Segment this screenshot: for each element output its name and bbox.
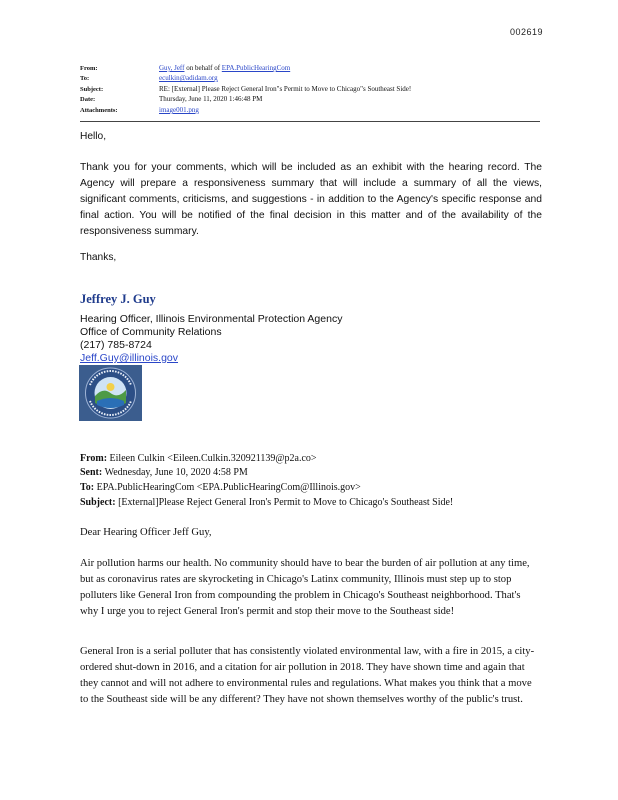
fwd-from-label: From: [80,453,108,464]
from-name-link[interactable]: Guy, Jeff [159,64,185,72]
header-divider [80,121,540,122]
from-mailbox-link[interactable]: EPA.PublicHearingCom [221,64,291,72]
to-value-link[interactable]: eculkin@adidam.org [159,74,218,82]
signature-email-link[interactable]: Jeff.Guy@illinois.gov [80,352,179,364]
fwd-sent-value: Wednesday, June 10, 2020 4:58 PM [104,467,248,478]
fwd-from-row [80,452,317,465]
fwd-sent-label: Sent: [80,467,103,478]
reply-paragraph: Thank you for your comments, which will be included as an exhibit with the hearing record. The Agency will prepare a responsiveness summary that will include a summary of all the views, significant comments, criticisms, and suggestions - in addition to the Agency's specific response and final action. You will be notified of the final decision in this matter and of the availability of the responsiveness summary. [80,162,542,237]
reply-greeting: Hello, [80,131,107,142]
from-label: From: [80,65,98,72]
fwd-subject-row [80,496,453,509]
header-date-row [80,95,540,104]
header-from-row [80,64,540,73]
fwd-subject-label: Subject: [80,497,116,508]
subject-label: Subject: [80,86,104,93]
header-to-row [80,74,540,83]
signature-title: Hearing Officer, Illinois Environmental Protection Agency [80,313,343,325]
message-paragraph-1: Air pollution harms our health. No community should have to bear the burden of air pollution at any time, but as coronavirus rates are skyrocketing in Chicago's Latinx community, Illinois must step up to stop polluters like General Iron from compounding the problem in Chicago's Southeast neighborhood. That's why I urge you to reject General Iron's permit and stop their move to the Southeast side! [80,558,530,617]
from-value [159,64,290,73]
date-value: Thursday, June 11, 2020 1:46:48 PM [159,95,263,103]
signature-phone: (217) 785-8724 [80,339,152,351]
fwd-to-label: To: [80,482,95,493]
to-label: To: [80,75,90,82]
message-salutation: Dear Hearing Officer Jeff Guy, [80,527,212,538]
header-attachments-row [80,106,540,115]
fwd-sent-row [80,466,248,479]
fwd-to-row [80,481,361,494]
from-behalf-text: on behalf of [186,64,221,72]
page-number: 002619 [510,27,544,37]
agency-seal-image [79,365,142,421]
attachments-label: Attachments: [80,107,118,114]
attachment-link[interactable]: image001.png [159,106,199,114]
fwd-to-value: EPA.PublicHearingCom <EPA.PublicHearingCom@Illinois.gov> [96,482,361,493]
fwd-subject-value: [External]Please Reject General Iron's Permit to Move to Chicago's Southeast Side! [118,497,454,508]
signature-name: Jeffrey J. Guy [80,292,156,306]
date-label: Date: [80,96,96,103]
signature-office: Office of Community Relations [80,326,222,338]
agency-seal-icon [79,365,142,421]
message-paragraph-2: General Iron is a serial polluter that has consistently violated environmental law, with a fire in 2015, a city-ordered shut-down in 2016, and a citation for air pollution in 2018. They have shown time and again that they cannot and will not adhere to environmental rules and regulations. What makes you think that a move to the Southeast side will be any different? They have not shown themselves worthy of the public's trust. [80,646,535,705]
fwd-from-value: Eileen Culkin <Eileen.Culkin.320921139@p2a.co> [109,453,317,464]
reply-closing: Thanks, [80,252,117,263]
subject-value: RE: [External] Please Reject General Iron"s Permit to Move to Chicago"s Southeast Side! [159,85,412,93]
header-subject-row [80,85,540,94]
